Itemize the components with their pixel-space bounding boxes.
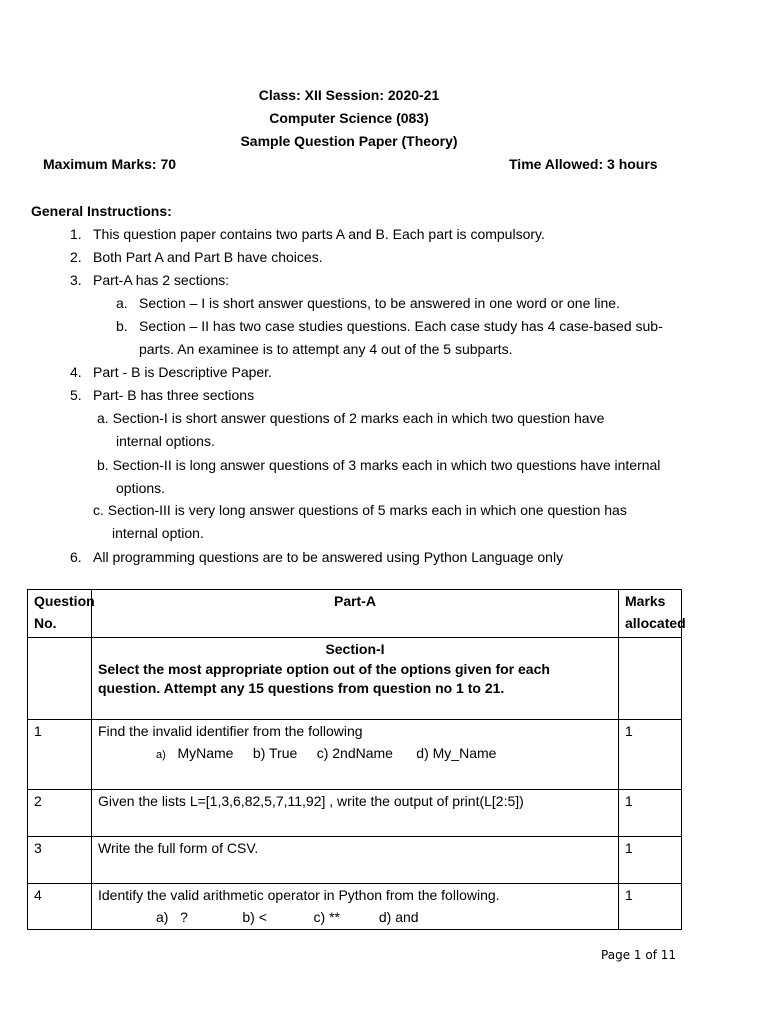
header-subject: Computer Science (083) — [269, 110, 429, 126]
instruction-text: Both Part A and Part B have choices. — [93, 249, 323, 265]
instruction-num: 4. — [70, 364, 82, 380]
section-instruction: question. Attempt any 15 questions from question no 1 to 21. — [98, 680, 505, 696]
header-time-allowed: Time Allowed: 3 hours — [509, 156, 658, 172]
header-max-marks: Maximum Marks: 70 — [43, 156, 177, 172]
header-marks: Marks allocated — [619, 590, 682, 638]
section-instruction: Select the most appropriate option out of the options given for each — [98, 661, 550, 677]
instruction-text: All programming questions are to be answered using Python Language only — [93, 549, 564, 565]
instruction-text: Part- B has three sections — [93, 387, 255, 403]
section-title: Section-I — [325, 641, 385, 657]
instruction-text: Part - B is Descriptive Paper. — [93, 364, 272, 380]
instruction-text: internal option. — [112, 525, 204, 541]
question-cell — [92, 720, 619, 790]
instruction-text: internal options. — [116, 433, 215, 449]
question-options: a) ? b) < c) ** d) and — [156, 909, 419, 925]
page-number: Page 1 of 11 — [601, 948, 676, 962]
table-row — [28, 884, 682, 930]
question-number: 2 — [28, 790, 92, 837]
option-prefix: a) — [156, 749, 166, 761]
question-number: 4 — [28, 884, 92, 930]
question-marks: 1 — [619, 720, 682, 790]
question-marks: 1 — [619, 884, 682, 930]
instruction-text: c. Section-III is very long answer questions of 5 marks each in which one question has — [93, 502, 627, 518]
instruction-num: 1. — [70, 226, 82, 242]
instruction-num: 3. — [70, 272, 82, 288]
instruction-text: Section – II has two case studies questions. Each case study has 4 case-based sub- — [139, 318, 663, 334]
instructions-heading: General Instructions: — [31, 203, 172, 219]
table-row — [28, 837, 682, 884]
section-cell — [92, 638, 619, 720]
instruction-text: parts. An examinee is to attempt any 4 out of the 5 subparts. — [139, 341, 513, 357]
question-options: MyName b) True c) 2ndName d) My_Name — [177, 745, 497, 761]
question-marks: 1 — [619, 790, 682, 837]
instruction-text: Part-A has 2 sections: — [93, 272, 230, 288]
table-header-row — [28, 590, 682, 638]
header-question-no: Question No. — [28, 590, 92, 638]
question-number: 1 — [28, 720, 92, 790]
table-row — [28, 720, 682, 790]
question-table — [27, 589, 686, 930]
instruction-num: a. — [116, 295, 128, 311]
header-paper-title: Sample Question Paper (Theory) — [240, 133, 458, 149]
question-text: Find the invalid identifier from the following — [98, 723, 363, 739]
question-number: 3 — [28, 837, 92, 884]
instruction-text: b. Section-II is long answer questions of 3 marks each in which two questions have internal — [97, 457, 661, 473]
question-cell — [92, 884, 619, 930]
instruction-text: Section – I is short answer questions, to be answered in one word or one line. — [139, 295, 620, 311]
instruction-text: a. Section-I is short answer questions of 2 marks each in which two question have — [97, 410, 605, 426]
instruction-num: b. — [116, 318, 128, 334]
question-text: Write the full form of CSV. — [92, 837, 619, 884]
question-text: Identify the valid arithmetic operator in Python from the following. — [98, 887, 500, 903]
question-text: Given the lists L=[1,3,6,82,5,7,11,92] , write the output of print(L[2:5]) — [92, 790, 619, 837]
instruction-num: 2. — [70, 249, 82, 265]
question-marks: 1 — [619, 837, 682, 884]
instruction-text: This question paper contains two parts A and B. Each part is compulsory. — [93, 226, 545, 242]
header-part: Part-A — [92, 590, 619, 638]
section-row — [28, 638, 682, 720]
instruction-num: 5. — [70, 387, 82, 403]
table-row — [28, 790, 682, 837]
instruction-text: options. — [116, 480, 166, 496]
instruction-num: 6. — [70, 549, 82, 565]
header-class-session: Class: XII Session: 2020-21 — [258, 87, 440, 103]
